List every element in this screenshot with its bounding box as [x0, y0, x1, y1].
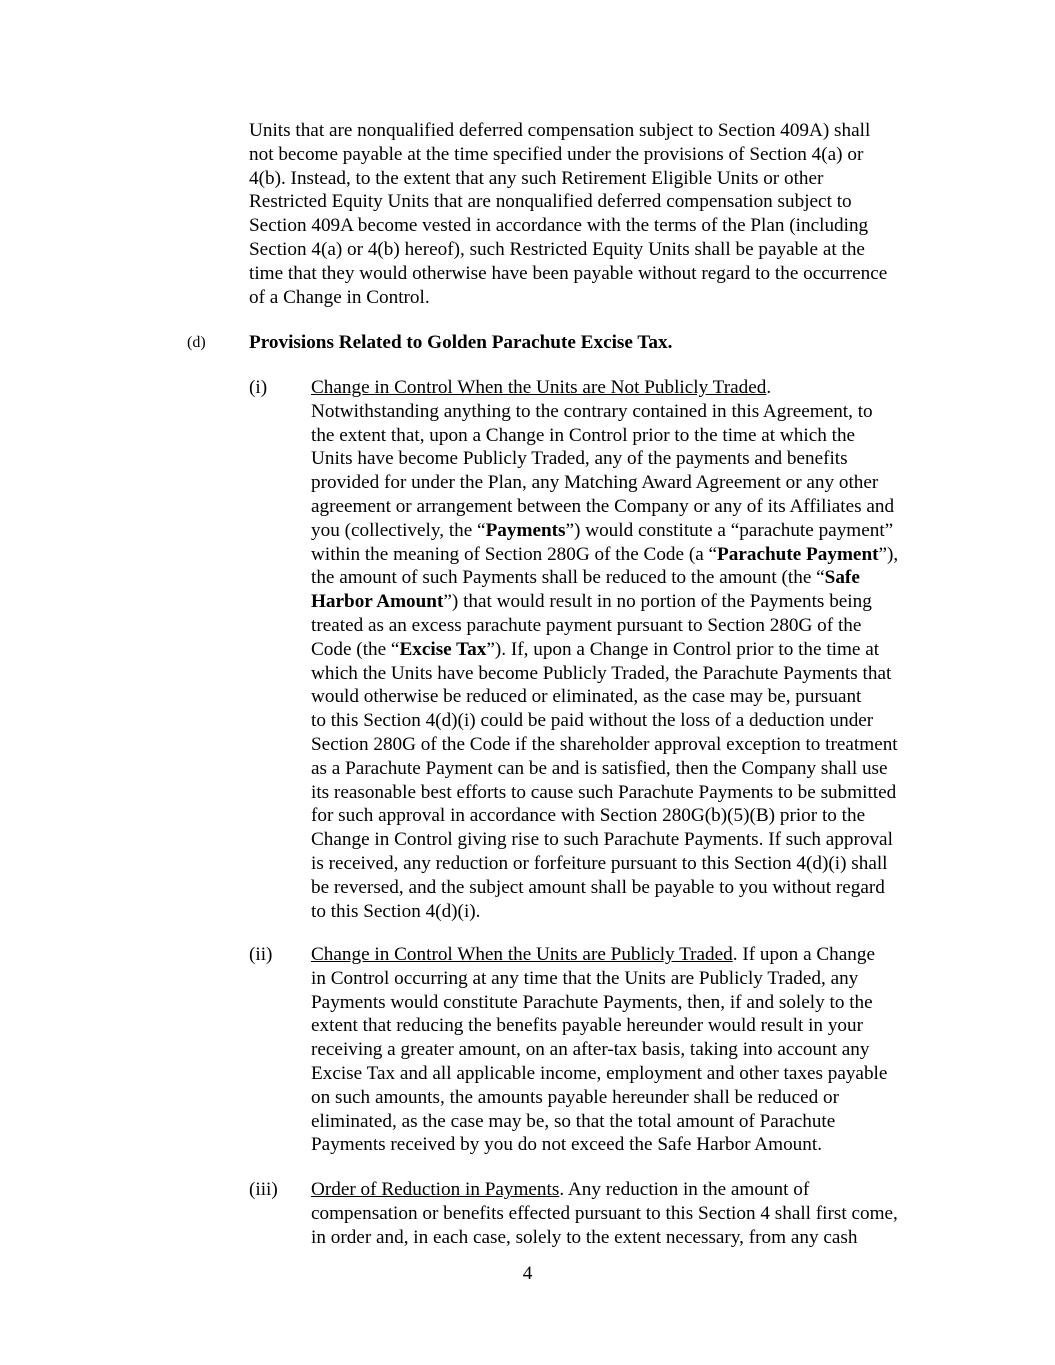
item-number: (i) [249, 377, 268, 398]
text-line: Payments would constitute Parachute Payments, then, if and solely to the [311, 991, 873, 1013]
text-line: Section 409A become vested in accordance with the terms of the Plan (including [249, 215, 869, 237]
text-line: provided for under the Plan, any Matching Award Agreement or any other [311, 472, 879, 494]
item-number: (ii) [249, 944, 273, 965]
text-line: Notwithstanding anything to the contrary contained in this Agreement, to [311, 400, 873, 422]
text-line: the amount of such Payments shall be reduced to the amount (the “Safe [311, 567, 860, 589]
text-line: to this Section 4(d)(i). [311, 900, 481, 922]
text-line: you (collectively, the “Payments”) would constitute a “parachute payment” [311, 519, 894, 541]
defined-term: Safe [824, 567, 860, 589]
text-line: Harbor Amount”) that would result in no portion of the Payments being [311, 591, 872, 613]
text-line: to this Section 4(d)(i) could be paid without the loss of a deduction under [311, 710, 874, 732]
item-body: Change in Control When the Units are Not Publicly Traded. Notwithstanding anything to the contrary contained in this Agreement, to the extent that, upon a Change in Control prior to the time at which the Units have become Publicly Traded, any of the payments and benefits provided for under the Plan, any Matching Award Agreement or any other agreement or arrangement between the Company or any of its Affiliates and you (collectively, the “Payments”) would constitute a “parachute payment” within the meaning of Section 280G of the Code (a “Parachute Payment”), the amount of such Payments shall be reduced to the amount (the “Safe Harbor Amount”) that would result in no portion of the Payments being treated as an excess parachute payment pursuant to Section 280G of the Code (the “Excise Tax”). If, upon a Change in Control prior to the time at which the Units have become Publicly Traded, the Parachute Payments that would otherwise be reduced or eliminated, as the case may be, pursuant to this Section 4(d)(i) could be paid without the loss of a deduction under Section 280G of the Code if the shareholder approval exception to treatment as a Parachute Payment can be and is satisfied, then the Company shall use its reasonable best efforts to cause such Parachute Payments to be submitted for such approval in accordance with Section 280G(b)(5)(B) prior to the Change in Control giving rise to such Parachute Payments. If such approval is received, any reduction or forfeiture pursuant to this Section 4(d)(i) shall be reversed, and the subject amount shall be payable to you without regard to this Section 4(d)(i). [311, 376, 944, 923]
text-line: compensation or benefits effected pursuant to this Section 4 shall first come, [311, 1202, 898, 1224]
text-line: would otherwise be reduced or eliminated, as the case may be, pursuant [311, 686, 862, 708]
text-line: within the meaning of Section 280G of the Code (a “Parachute Payment”), [311, 543, 899, 565]
item-body: Order of Reduction in Payments. Any reduction in the amount of compensation or benefits effected pursuant to this Section 4 shall first come, in order and, in each case, solely to the extent necessary, from any cash [311, 1178, 944, 1249]
item-body: Change in Control When the Units are Publicly Traded. If upon a Change in Control occurring at any time that the Units are Publicly Traded, any Payments would constitute Parachute Payments, then, if and solely to the extent that reducing the benefits payable hereunder would result in your receiving a greater amount, on an after-tax basis, taking into account any Excise Tax and all applicable income, employment and other taxes payable on such amounts, the amounts payable hereunder shall be reduced or eliminated, as the case may be, so that the total amount of Parachute Payments received by you do not exceed the Safe Harbor Amount. [311, 943, 944, 1157]
text-line: time that they would otherwise have been payable without regard to the occurrence [249, 262, 888, 284]
text-line: Excise Tax and all applicable income, employment and other taxes payable [311, 1062, 888, 1084]
defined-term: Payments [485, 519, 566, 541]
text-line: as a Parachute Payment can be and is satisfied, then the Company shall use [311, 757, 888, 779]
text-line: eliminated, as the case may be, so that the total amount of Parachute [311, 1110, 836, 1132]
defined-term: Excise Tax [399, 638, 487, 660]
text-line: 4(b). Instead, to the extent that any such Retirement Eligible Units or other [249, 167, 824, 189]
item-title: Change in Control When the Units are Publicly Traded [311, 944, 733, 965]
text-line: which the Units have become Publicly Traded, the Parachute Payments that [311, 662, 892, 684]
text-line: for such approval in accordance with Section 280G(b)(5)(B) prior to the [311, 805, 866, 827]
text-line: of a Change in Control. [249, 286, 430, 308]
text-line: Change in Control giving rise to such Parachute Payments. If such approval [311, 829, 893, 851]
item-title: Change in Control When the Units are Not Publicly Traded [311, 377, 767, 398]
text-line: Units have become Publicly Traded, any of the payments and benefits [311, 448, 848, 470]
text-line: on such amounts, the amounts payable hereunder shall be reduced or [311, 1086, 840, 1108]
text-line: not become payable at the time specified under the provisions of Section 4(a) or [249, 143, 864, 165]
text-line: Code (the “Excise Tax”). If, upon a Change in Control prior to the time at [311, 638, 880, 660]
text-line: in Control occurring at any time that the Units are Publicly Traded, any [311, 967, 859, 989]
text-line: is received, any reduction or forfeiture pursuant to this Section 4(d)(i) shall [311, 852, 888, 874]
section-title: Provisions Related to Golden Parachute Excise Tax. [249, 332, 673, 353]
text-line: agreement or arrangement between the Company or any of its Affiliates and [311, 495, 895, 517]
item-title: Order of Reduction in Payments [311, 1179, 560, 1200]
text-line: Section 4(a) or 4(b) hereof), such Restricted Equity Units shall be payable at the [249, 238, 865, 260]
text-line: its reasonable best efforts to cause such Parachute Payments to be submitted [311, 781, 897, 803]
text-line: in order and, in each case, solely to the extent necessary, from any cash [311, 1226, 858, 1248]
text-line: Units that are nonqualified deferred compensation subject to Section 409A) shall [249, 120, 871, 141]
section-marker: (d) [187, 334, 206, 351]
defined-term: Harbor Amount [311, 591, 444, 613]
item-number: (iii) [249, 1179, 278, 1200]
text-line: Restricted Equity Units that are nonqualified deferred compensation subject to [249, 191, 852, 213]
text-line: Section 280G of the Code if the shareholder approval exception to treatment [311, 733, 898, 755]
defined-term: Parachute Payment [717, 543, 879, 565]
text-line: extent that reducing the benefits payable hereunder would result in your [311, 1015, 863, 1037]
text-line: Payments received by you do not exceed the Safe Harbor Amount. [311, 1134, 822, 1156]
text-line: receiving a greater amount, on an after-tax basis, taking into account any [311, 1039, 870, 1061]
text-line: be reversed, and the subject amount shall be payable to you without regard [311, 876, 885, 898]
intro-paragraph [249, 119, 949, 309]
page-number: 4 [522, 1263, 533, 1284]
text-line: treated as an excess parachute payment pursuant to Section 280G of the [311, 614, 862, 636]
text-line: the extent that, upon a Change in Control prior to the time at which the [311, 424, 856, 446]
